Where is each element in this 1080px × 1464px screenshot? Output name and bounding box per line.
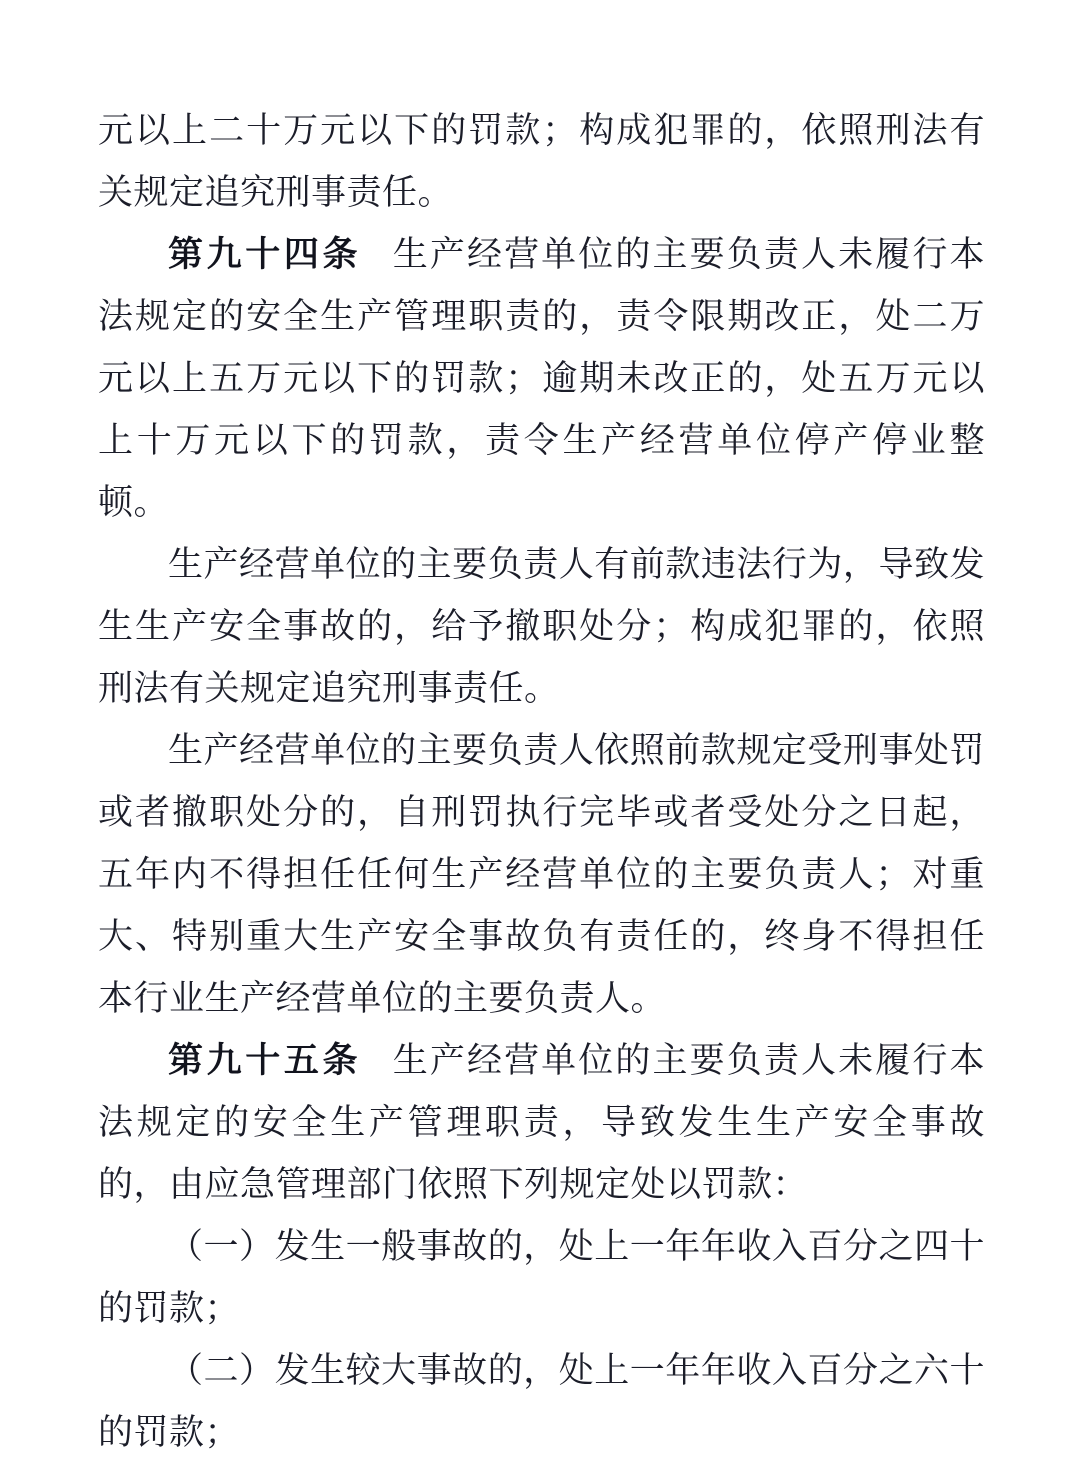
- article-paragraph-95: [98, 1030, 985, 1216]
- list-item: （二）发生较大事故的，处上一年年收入百分之六十的罚款；: [98, 1351, 985, 1453]
- document-body: [98, 100, 985, 1464]
- article-heading-94: 第九十四条: [168, 234, 362, 275]
- article-text-94: 生产经营单位的主要负责人未履行本法规定的安全生产管理职责的，责令限期改正，处二万元以上五万元以下的罚款；逾期未改正的，处五万元以上十万元以下的罚款，责令生产经营单位停产停业整顿。: [98, 235, 985, 523]
- paragraph-continuation: 元以上二十万元以下的罚款；构成犯罪的，依照刑法有关规定追究刑事责任。: [98, 111, 985, 213]
- article-heading-95: 第九十五条: [168, 1040, 362, 1081]
- list-item: （一）发生一般事故的，处上一年年收入百分之四十的罚款；: [98, 1227, 985, 1329]
- article-text-95: 生产经营单位的主要负责人未履行本法规定的安全生产管理职责，导致发生生产安全事故的，由应急管理部门依照下列规定处以罚款：: [98, 1041, 985, 1205]
- paragraph-94-3: 生产经营单位的主要负责人依照前款规定受刑事处罚或者撤职处分的，自刑罚执行完毕或者受处分之日起，五年内不得担任任何生产经营单位的主要负责人；对重大、特别重大生产安全事故负有责任的，终身不得担任本行业生产经营单位的主要负责人。: [98, 731, 985, 1019]
- paragraph-94-2: 生产经营单位的主要负责人有前款违法行为，导致发生生产安全事故的，给予撤职处分；构成犯罪的，依照刑法有关规定追究刑事责任。: [98, 545, 985, 709]
- article-paragraph-94: [98, 224, 985, 534]
